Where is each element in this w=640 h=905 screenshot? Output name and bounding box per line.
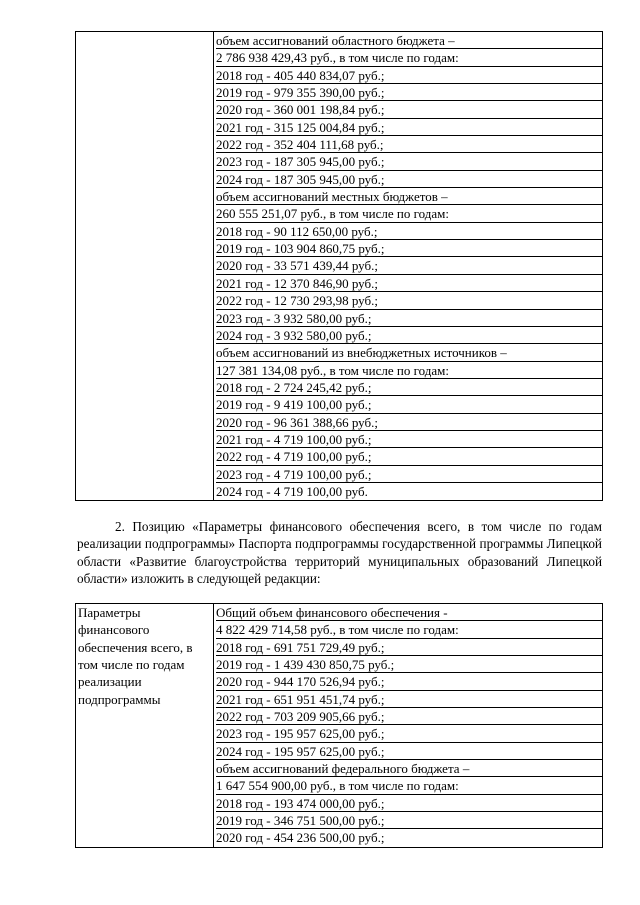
funding-line: 2020 год - 944 170 526,94 руб.; xyxy=(216,673,602,690)
funding-line: 2020 год - 33 571 439,44 руб.; xyxy=(216,257,602,274)
funding-line: 2023 год - 195 957 625,00 руб.; xyxy=(216,725,602,742)
funding-line: 2021 год - 315 125 004,84 руб.; xyxy=(216,119,602,136)
funding-line: 2022 год - 703 209 905,66 руб.; xyxy=(216,708,602,725)
funding-line: 2020 год - 454 236 500,00 руб.; xyxy=(216,830,385,846)
parameter-label-line: подпрограммы xyxy=(78,691,161,707)
funding-line: 2022 год - 12 730 293,98 руб.; xyxy=(216,292,602,309)
funding-line: 4 822 429 714,58 руб., в том числе по годам: xyxy=(216,621,602,638)
funding-line: 2019 год - 9 419 100,00 руб.; xyxy=(216,396,602,413)
table1-lines xyxy=(216,32,602,500)
paragraph-text: 2. Позицию «Параметры финансового обеспечения всего, в том числе по годам реализации подпрограммы» Паспорта подпрограммы государственной программы Липецкой области «Развитие благоустройства территорий муниципальных образований Липецкой области» изложить в следующей редакции: xyxy=(77,519,602,587)
funding-table-continued xyxy=(75,31,603,501)
funding-line: 1 647 554 900,00 руб., в том числе по годам: xyxy=(216,777,602,794)
table1-label-cell xyxy=(76,32,214,501)
funding-line: объем ассигнований местных бюджетов – xyxy=(216,188,602,205)
parameter-label-line: реализации xyxy=(78,674,142,690)
funding-table-new xyxy=(75,603,603,848)
table2-lines xyxy=(216,604,602,847)
funding-line: 2019 год - 1 439 430 850,75 руб.; xyxy=(216,656,602,673)
table1-value-cell xyxy=(214,32,603,501)
funding-line: Общий объем финансового обеспечения - xyxy=(216,604,602,621)
funding-line: 2023 год - 4 719 100,00 руб.; xyxy=(216,466,602,483)
funding-line: 2018 год - 90 112 650,00 руб.; xyxy=(216,223,602,240)
funding-line: 2018 год - 405 440 834,07 руб.; xyxy=(216,67,602,84)
funding-line: 2020 год - 360 001 198,84 руб.; xyxy=(216,101,602,118)
funding-line: объем ассигнований федерального бюджета – xyxy=(216,760,602,777)
instruction-paragraph xyxy=(77,518,602,588)
parameter-label-line: том числе по годам xyxy=(78,657,185,673)
funding-line: 260 555 251,07 руб., в том числе по годам: xyxy=(216,205,602,222)
funding-line: 2019 год - 103 904 860,75 руб.; xyxy=(216,240,602,257)
table2-label-lines xyxy=(78,604,213,708)
funding-line: 127 381 134,08 руб., в том числе по годам: xyxy=(216,362,602,379)
funding-line: 2021 год - 651 951 451,74 руб.; xyxy=(216,691,602,708)
funding-line: 2 786 938 429,43 руб., в том числе по годам: xyxy=(216,49,602,66)
parameter-label-line: обеспечения всего, в xyxy=(78,639,193,655)
funding-line: 2024 год - 187 305 945,00 руб.; xyxy=(216,171,602,188)
funding-line: объем ассигнований областного бюджета – xyxy=(216,32,602,49)
funding-line: 2024 год - 3 932 580,00 руб.; xyxy=(216,327,602,344)
funding-line: 2023 год - 187 305 945,00 руб.; xyxy=(216,153,602,170)
parameter-label-line: Параметры xyxy=(78,605,141,620)
funding-line: 2018 год - 691 751 729,49 руб.; xyxy=(216,639,602,656)
funding-line: 2020 год - 96 361 388,66 руб.; xyxy=(216,414,602,431)
funding-line: 2022 год - 4 719 100,00 руб.; xyxy=(216,448,602,465)
funding-line: 2023 год - 3 932 580,00 руб.; xyxy=(216,310,602,327)
funding-line: 2019 год - 979 355 390,00 руб.; xyxy=(216,84,602,101)
table2-label-cell xyxy=(76,604,214,848)
funding-line: 2018 год - 2 724 245,42 руб.; xyxy=(216,379,602,396)
funding-line: 2024 год - 4 719 100,00 руб. xyxy=(216,483,368,499)
funding-line: объем ассигнований из внебюджетных источников – xyxy=(216,344,602,361)
funding-line: 2024 год - 195 957 625,00 руб.; xyxy=(216,743,602,760)
funding-line: 2021 год - 4 719 100,00 руб.; xyxy=(216,431,602,448)
funding-line: 2018 год - 193 474 000,00 руб.; xyxy=(216,795,602,812)
funding-line: 2022 год - 352 404 111,68 руб.; xyxy=(216,136,602,153)
funding-line: 2019 год - 346 751 500,00 руб.; xyxy=(216,812,602,829)
table2-value-cell xyxy=(214,604,603,848)
parameter-label-line: финансового xyxy=(78,622,150,638)
funding-line: 2021 год - 12 370 846,90 руб.; xyxy=(216,275,602,292)
